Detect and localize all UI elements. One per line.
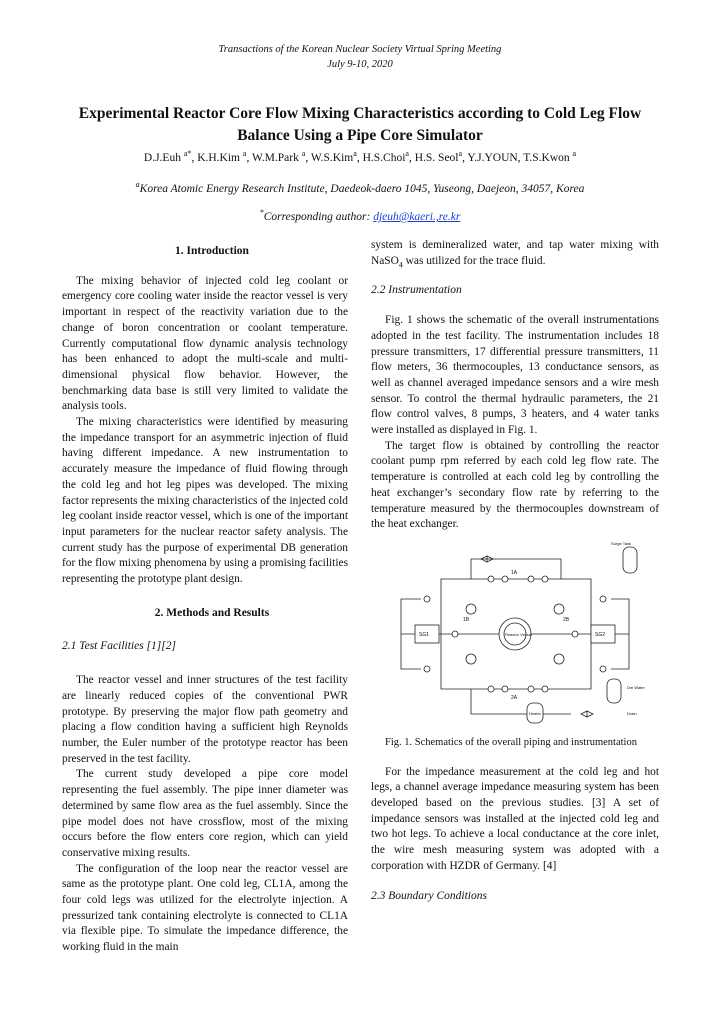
subsection-instrumentation: 2.2 Instrumentation bbox=[371, 284, 462, 297]
figure-caption: Fig. 1. Schematics of the overall piping and instrumentation bbox=[385, 736, 637, 748]
section-heading-introduction: 1. Introduction bbox=[175, 245, 249, 257]
facility-paragraph-2: The current study developed a pipe core model representing the fuel assembly. The pipe inner diameter was determined by same flow area as the fuel assembly. Since the pipe model does not have crossflow, most of the mixing occurs before the flow enters core region, which can yield conservative mixing results. bbox=[62, 768, 348, 859]
diagram-label-sg1: SG1 bbox=[419, 631, 430, 638]
diagram-label-surge-tank: Surge Tank bbox=[611, 540, 632, 546]
affiliation: $^a$Korea Atomic Energy Research Institute, Daedeok-daero 1045, Yuseong, Daejeon, 34057, Korea bbox=[135, 180, 585, 195]
facility-paragraph-1: The reactor vessel and inner structures of the test facility are linearly reduced copies of the conventional PWR prototype. By preserving the major flow path geometry and placing a flow condition having a sufficient high Reynolds number, the Euler number of the prototype reactor has been preserved in the test facility. bbox=[62, 674, 348, 765]
instrumentation-paragraph-1: Fig. 1 shows the schematic of the overall instrumentations adopted in the test facility. The instrumentation includes 18 pressure transmitters, 17 differential pressure transmitters, 11 flow meters, 36 thermocouples, 13 conductance sensors, as well as channel averaged impedance sensors and a wire mesh sensor. To control the thermal hydraulic parameters, the 21 flow control valves, 8 pumps, 3 heaters, and 4 water tanks were installed as displayed in Fig. 1. bbox=[371, 314, 659, 437]
intro-paragraph-2: The mixing characteristics were identified by measuring the impedance transport for an asymmetric injection of fluid having different impedance. A new instrumentation to accurately measure the impedance of fluid flowing through the cold leg and hot leg pipes was developed. The mixing factor represents the mixing characteristics of the injected cold leg coolant inside reactor vessel, which is one of the important input parameters for the nuclear reactor safety analysis. The current study has the purpose of experimental DB generation for the flow mixing phenomena by using a promising facilities representing the prototype plant design. bbox=[62, 416, 348, 586]
impedance-paragraph: For the impedance measurement at the cold leg and hot legs, a channel average impedance measuring system has been developed based on the previous studies. [3] A set of impedance sensors was installed at the injected cold leg and two hot legs. To achieve a local conductance at the core inlet, the wire mesh measuring system was adopted with a corporation with HZDR of Germany. [4] bbox=[371, 765, 659, 872]
header-conference: Transactions of the Korean Nuclear Society Virtual Spring Meeting bbox=[218, 44, 502, 55]
diagram-label-dm-water: Dm Water bbox=[627, 684, 645, 690]
diagram-label-leg-2b: 2B bbox=[563, 616, 570, 623]
subsection-boundary-conditions: 2.3 Boundary Conditions bbox=[371, 889, 487, 902]
diagram-label-sg2: SG2 bbox=[595, 631, 606, 638]
intro-paragraph-1: The mixing behavior of injected cold leg coolant or emergency core cooling water inside the reactor vessel is very important in respect of the reactivity variation due to the change of boron concentration or coolant temperature. Currently computational flow dynamic analysis technology has been enhanced to adopt the multi-scale and multi-dimensional physical flow behavior. However, the benchmarking data base is still very limited to validate the analysis tools. bbox=[62, 274, 348, 413]
diagram-label-vessel: Reactor Vessel bbox=[505, 631, 532, 637]
piping-instrumentation-diagram bbox=[371, 539, 659, 735]
section-heading-methods: 2. Methods and Results bbox=[154, 606, 270, 619]
left-column bbox=[62, 238, 348, 956]
diagram-label-leg-2a: 2A bbox=[511, 694, 518, 701]
figure-schematic bbox=[371, 539, 659, 735]
author-list: D.J.Euh $^{a*}$, K.H.Kim $^a$, W.M.Park $^a$, W.S.Kim$^a$, H.S.Choi$^a$, H.S. Seol$^a$, Y.J.YOUN, T.S.Kwon $^a$ bbox=[143, 149, 577, 164]
email-link[interactable]: djeuh@kaeri.,re.kr bbox=[373, 211, 461, 223]
paper-title: Experimental Reactor Core Flow Mixing Characteristics according to Cold Leg Flow Balance Using a Pipe Core Simulator bbox=[78, 105, 642, 144]
diagram-label-heater: Heater bbox=[529, 710, 542, 716]
continued-paragraph: system is demineralized water, and tap water mixing with NaSO$_4$ was utilized for the trace fluid. bbox=[371, 239, 659, 269]
diagram-label-leg-1b: 1B bbox=[463, 616, 470, 623]
corresponding-author: *Corresponding author: djeuh@kaeri.,re.kr bbox=[259, 208, 461, 223]
subsection-test-facilities: 2.1 Test Facilities [1][2] bbox=[62, 640, 176, 653]
facility-paragraph-3: The configuration of the loop near the reactor vessel are same as the prototype plant. One cold leg, CL1A, among the four cold legs was utilized for the electrolyte injection. A pressurized tank containing electrolyte is connected to CL1A via flexible pipe. To simulate the impedance difference, the working fluid in the main bbox=[62, 862, 348, 954]
diagram-label-leg-1a: 1A bbox=[511, 569, 518, 576]
header-date: July 9-10, 2020 bbox=[327, 59, 393, 70]
right-column bbox=[371, 238, 659, 904]
corresponding-prefix: Corresponding author: bbox=[263, 211, 374, 223]
instrumentation-paragraph-2: The target flow is obtained by controlling the reactor coolant pump rpm referred by each cold leg flow rate. The temperature is controlled at each cold leg by controlling the heat exchanger’s secondary flow rate by referring to the temperature measured by the thermocouples downstream of the heat exchanger. bbox=[371, 439, 659, 531]
diagram-label-drain: Drain bbox=[627, 710, 637, 716]
